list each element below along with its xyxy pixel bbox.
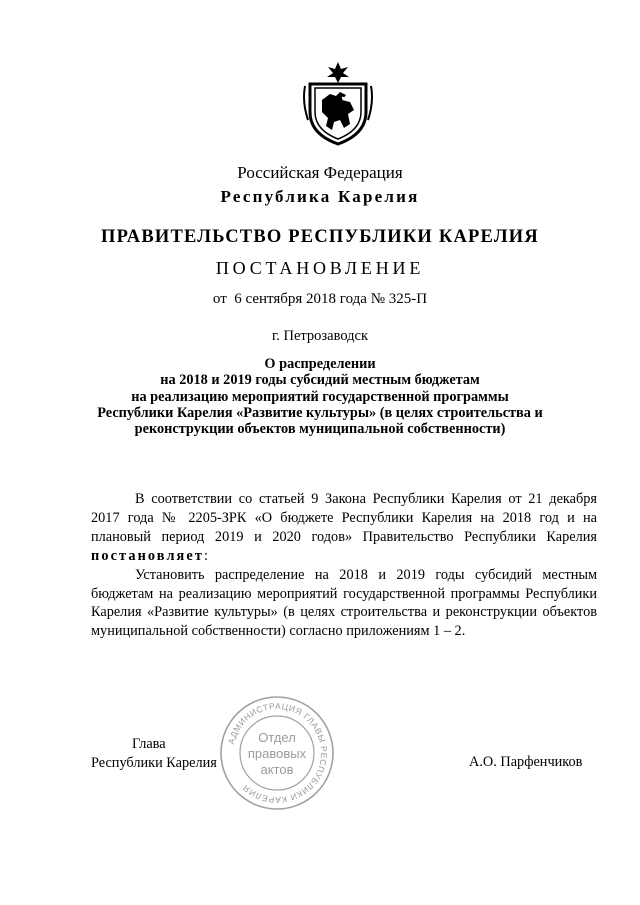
body-paragraph bbox=[91, 490, 597, 566]
republic-name: Республика Карелия bbox=[220, 187, 420, 206]
title-line: на 2018 и 2019 годы субсидий местным бюджетам bbox=[160, 372, 480, 389]
body-paragraph bbox=[91, 566, 597, 642]
title-line: Республики Карелия «Развитие культуры» (в целях строительства и bbox=[97, 404, 543, 421]
signatory-title bbox=[91, 735, 231, 773]
paragraph-text: В соответствии со статьей 9 Закона Республики Карелия от 21 декабря 2017 года № 2205-ЗРК «О бюджете Республики Карелия на 2018 год и на плановый период 2019 и 2020 годов» Правительство Республики Карелия bbox=[91, 491, 597, 545]
decree-body bbox=[91, 490, 597, 641]
karelia-coat-of-arms-icon bbox=[302, 62, 374, 146]
title-line: О распределении bbox=[264, 356, 376, 372]
stamp-line: Отдел bbox=[258, 730, 296, 745]
government-heading: ПРАВИТЕЛЬСТВО РЕСПУБЛИКИ КАРЕЛИЯ bbox=[101, 227, 539, 247]
resolves-keyword: постановляет bbox=[91, 547, 204, 564]
decree-date-number: от 6 сентября 2018 года № 325-П bbox=[212, 291, 428, 307]
stamp-line: актов bbox=[260, 762, 294, 777]
paragraph-text: Установить распределение на 2018 и 2019 годы субсидий местным бюджетам на реализацию мероприятий государственной программы Республики Карелия «Развитие культуры» (в целях строительства и реконструкции объектов муниципальной собственности) согласно приложениям 1 – 2. bbox=[91, 566, 597, 640]
signatory-name: А.О. Парфенчиков bbox=[469, 754, 583, 770]
country-name: Российская Федерация bbox=[237, 163, 403, 182]
signatory-title-line: Глава bbox=[132, 736, 166, 752]
paragraph-tail: : bbox=[203, 547, 208, 564]
official-stamp bbox=[218, 694, 336, 812]
stamp-ring-text: АДМИНИСТРАЦИЯ ГЛАВЫ РЕСПУБЛИКИ КАРЕЛИЯ bbox=[225, 700, 330, 806]
signatory-title-line: Республики Карелия bbox=[91, 754, 217, 771]
title-line: на реализацию мероприятий государственной программы bbox=[131, 388, 509, 405]
decree-title bbox=[60, 356, 580, 437]
stamp-line: правовых bbox=[247, 746, 307, 761]
city-name: г. Петрозаводск bbox=[271, 328, 369, 344]
document-type: ПОСТАНОВЛЕНИЕ bbox=[215, 258, 425, 278]
title-line: реконструкции объектов муниципальной собственности) bbox=[134, 421, 506, 438]
